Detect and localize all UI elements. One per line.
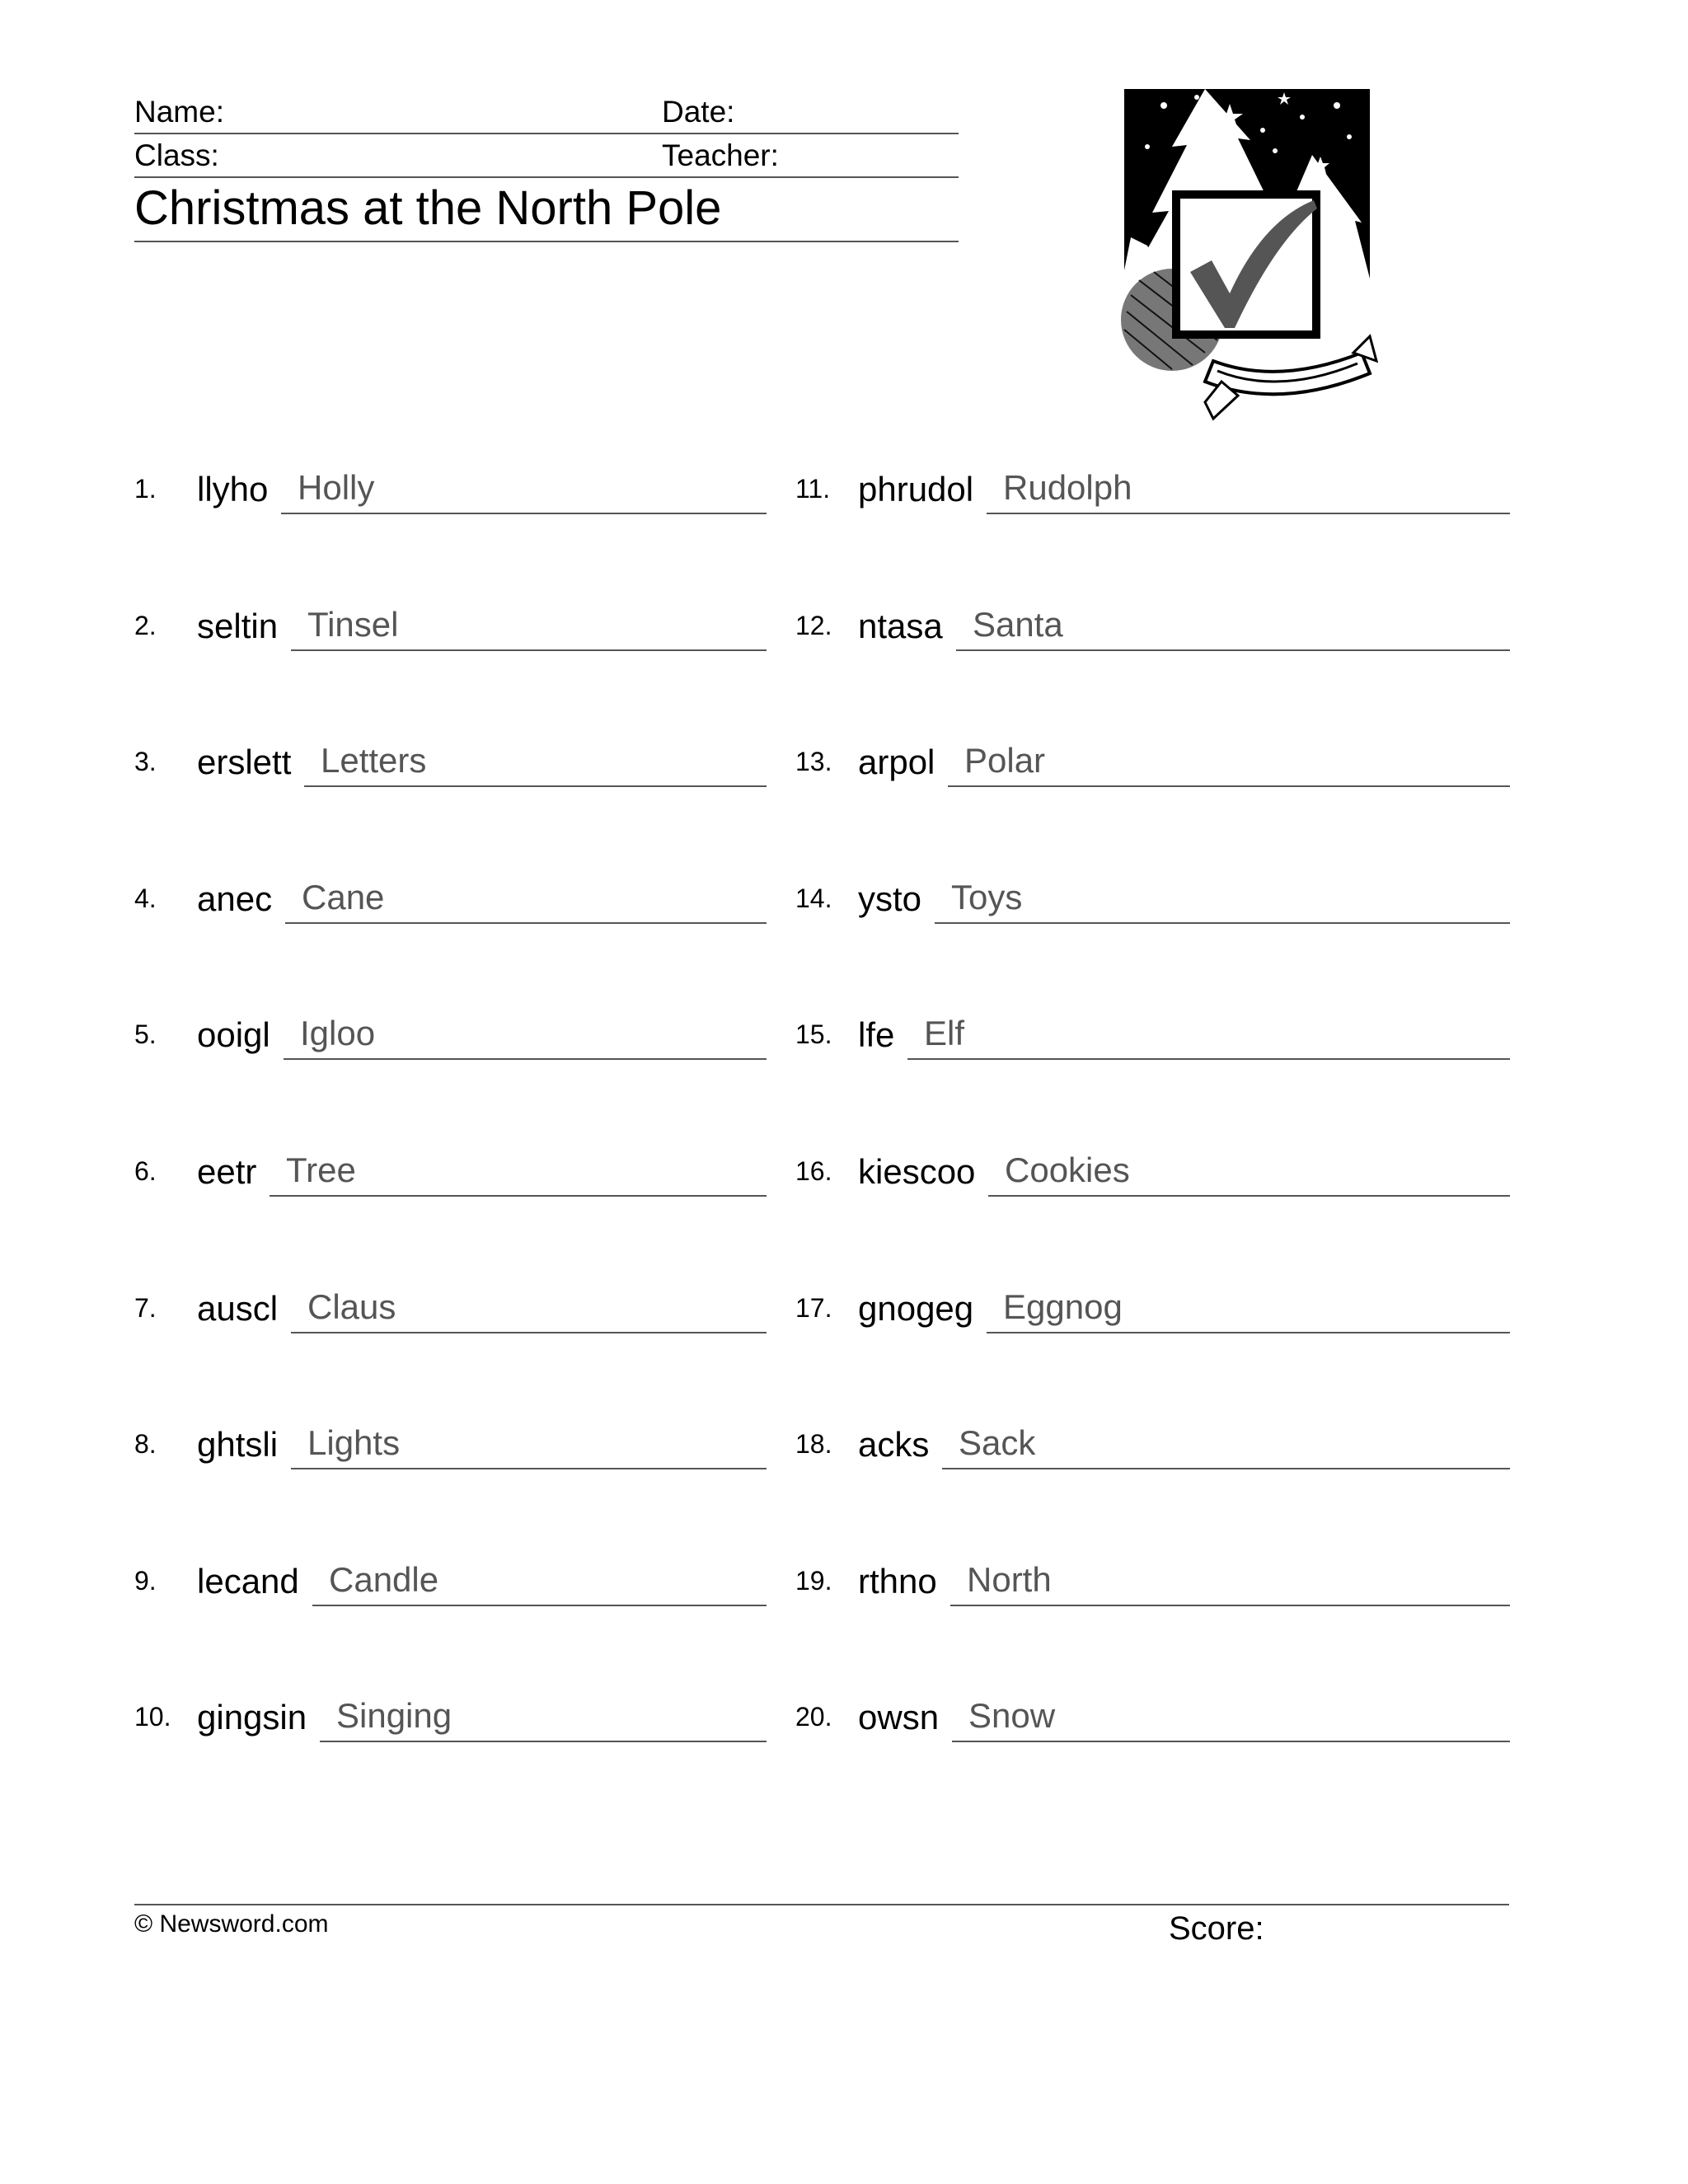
footer-divider — [134, 1904, 1509, 1905]
scrambled-word: rthno — [858, 1561, 937, 1601]
list-item — [134, 874, 767, 924]
list-item — [134, 465, 767, 514]
scrambled-word: anec — [197, 879, 273, 918]
scrambled-word: erslett — [197, 743, 292, 782]
scrambled-word: acks — [858, 1425, 930, 1465]
list-item — [795, 874, 1510, 924]
item-number: 14. — [795, 883, 832, 913]
scrambled-word: arpol — [858, 743, 935, 782]
answer-text: Claus — [307, 1286, 396, 1326]
list-item — [134, 1010, 767, 1060]
page-title: Christmas at the North Pole — [134, 181, 722, 235]
answer-line — [270, 1146, 767, 1197]
list-item — [134, 1693, 767, 1742]
list-item — [134, 1557, 767, 1606]
answer-line — [950, 1555, 1510, 1606]
answer-line — [952, 1691, 1510, 1742]
answer-line — [285, 873, 767, 924]
score-label: Score: — [1169, 1910, 1264, 1947]
list-item — [795, 602, 1510, 651]
title-row — [134, 176, 959, 242]
item-number: 13. — [795, 747, 832, 777]
header-row-name-date — [134, 89, 959, 134]
list-item — [795, 1284, 1510, 1333]
item-number: 17. — [795, 1292, 832, 1323]
item-number: 3. — [134, 747, 157, 777]
answer-text: Toys — [951, 877, 1023, 916]
list-item — [795, 1693, 1510, 1742]
scrambled-word: llyho — [197, 470, 269, 509]
list-item — [134, 602, 767, 651]
answer-text: Elf — [924, 1014, 965, 1053]
answer-text: Eggnog — [1003, 1286, 1123, 1326]
answer-text: Tree — [286, 1151, 356, 1189]
scrambled-word: eetr — [197, 1152, 257, 1191]
list-item — [795, 738, 1510, 787]
answer-line — [284, 1009, 767, 1060]
scrambled-word: lfe — [858, 1015, 895, 1055]
item-number: 8. — [134, 1429, 157, 1460]
scrambled-word: gnogeg — [858, 1288, 974, 1328]
christmas-tree-checkmark-icon — [1114, 89, 1378, 442]
item-number: 16. — [795, 1156, 832, 1186]
answer-text: Lights — [307, 1423, 401, 1463]
answer-line — [907, 1009, 1510, 1060]
list-item — [795, 465, 1510, 514]
answer-text: North — [967, 1559, 1052, 1599]
scrambled-word: ysto — [858, 879, 922, 918]
scrambled-word: auscl — [197, 1288, 279, 1328]
answer-text: Polar — [964, 741, 1046, 780]
item-number: 9. — [134, 1565, 157, 1596]
date-label: Date: — [662, 95, 735, 129]
header-row-class-teacher — [134, 133, 959, 178]
item-number: 4. — [134, 883, 157, 913]
answer-text: Holly — [298, 468, 375, 507]
answer-line — [942, 1418, 1510, 1469]
item-number: 12. — [795, 610, 832, 640]
answer-line — [320, 1691, 767, 1742]
item-number: 20. — [795, 1702, 832, 1732]
answer-text: Santa — [973, 604, 1063, 644]
scrambled-word: ghtsli — [197, 1425, 279, 1465]
copyright-text: © Newsword.com — [134, 1910, 329, 1938]
list-item — [795, 1010, 1510, 1060]
scrambled-word: ntasa — [858, 606, 943, 645]
answer-text: Letters — [321, 741, 427, 780]
item-number: 1. — [134, 474, 157, 504]
class-label: Class: — [134, 138, 219, 172]
answer-text: Candle — [329, 1559, 439, 1599]
answer-line — [987, 1282, 1510, 1333]
item-number: 10. — [134, 1702, 171, 1732]
scrambled-word: ooigl — [197, 1015, 270, 1055]
list-item — [134, 1284, 767, 1333]
name-label: Name: — [134, 95, 224, 129]
answer-line — [304, 736, 767, 787]
answer-line — [281, 463, 767, 514]
item-number: 15. — [795, 1019, 832, 1050]
item-number: 5. — [134, 1019, 157, 1050]
answer-line — [987, 463, 1510, 514]
answer-text: Sack — [959, 1423, 1036, 1463]
answer-text: Cane — [302, 877, 385, 916]
item-number: 2. — [134, 610, 157, 640]
answer-text: Igloo — [300, 1014, 376, 1053]
list-item — [795, 1420, 1510, 1469]
item-number: 6. — [134, 1156, 157, 1186]
list-item — [795, 1557, 1510, 1606]
scrambled-word: seltin — [197, 606, 279, 645]
item-number: 7. — [134, 1292, 157, 1323]
list-item — [134, 738, 767, 787]
answer-text: Rudolph — [1003, 468, 1132, 507]
item-number: 11. — [795, 474, 831, 504]
answer-line — [291, 1282, 767, 1333]
scrambled-word: lecand — [197, 1561, 299, 1601]
answer-line — [312, 1555, 767, 1606]
answer-line — [956, 600, 1510, 651]
scrambled-word: gingsin — [197, 1698, 307, 1737]
answer-text: Tinsel — [307, 604, 399, 644]
answer-line — [935, 873, 1510, 924]
answer-text: Cookies — [1005, 1151, 1130, 1189]
answer-line — [988, 1146, 1510, 1197]
scrambled-word: kiescoo — [858, 1152, 976, 1191]
list-item — [134, 1147, 767, 1197]
list-item — [134, 1420, 767, 1469]
item-number: 18. — [795, 1429, 832, 1460]
answer-line — [291, 1418, 767, 1469]
answer-text: Singing — [336, 1696, 452, 1736]
scrambled-word: phrudol — [858, 470, 974, 509]
answer-text: Snow — [968, 1696, 1056, 1736]
answer-line — [291, 600, 767, 651]
answer-line — [948, 736, 1510, 787]
teacher-label: Teacher: — [662, 138, 779, 172]
scrambled-word: owsn — [858, 1698, 940, 1737]
list-item — [795, 1147, 1510, 1197]
item-number: 19. — [795, 1565, 832, 1596]
